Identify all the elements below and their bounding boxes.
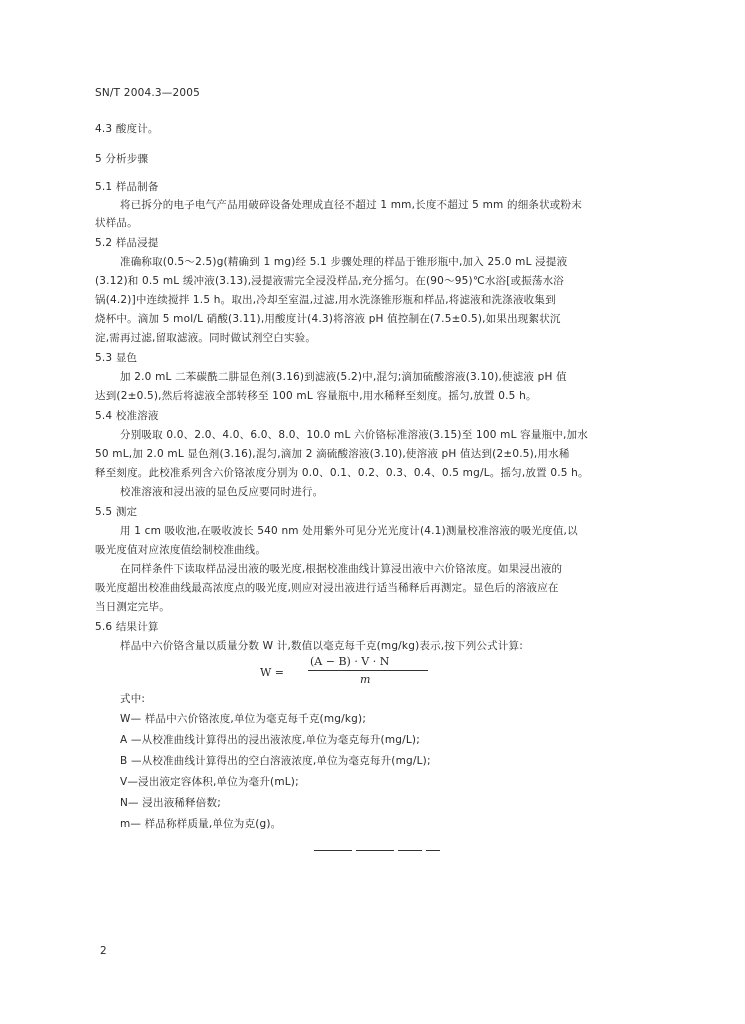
end-rule-segment bbox=[398, 850, 422, 851]
paragraph-line: 在同样条件下读取样品浸出液的吸光度,根据校准曲线计算浸出液中六价铬浓度。如果浸出液的 bbox=[120, 563, 563, 575]
paragraph-line: 校准溶液和浸出液的显色反应要同时进行。 bbox=[120, 486, 324, 498]
paragraph-line: 分别吸取 0.0、2.0、4.0、6.0、8.0、10.0 mL 六价铬标准溶液(3.15)至 100 mL 容量瓶中,加水 bbox=[120, 429, 588, 441]
page-number: 2 bbox=[100, 945, 107, 957]
fraction-bar bbox=[308, 670, 428, 671]
section-5-4-heading: 5.4 校准溶液 bbox=[95, 410, 159, 422]
section-5-6-heading: 5.6 结果计算 bbox=[95, 621, 159, 633]
definition-item: B —从校准曲线计算得出的空白溶液浓度,单位为毫克每升(mg/L); bbox=[120, 755, 431, 767]
paragraph-line: 样品中六价铬含量以质量分数 W 计,数值以毫克每千克(mg/kg)表示,按下列公式计算: bbox=[120, 640, 523, 652]
paragraph-line: 吸光度超出校准曲线最高浓度点的吸光度,则应对浸出液进行适当稀释后再测定。显色后的溶液应在 bbox=[95, 582, 559, 594]
paragraph-line: (3.12)和 0.5 mL 缓冲液(3.13),浸提液需完全浸没样品,充分摇匀。在(90～95)℃水浴[或振荡水浴 bbox=[95, 275, 565, 287]
definition-item: N— 浸出液稀释倍数; bbox=[120, 797, 221, 809]
paragraph-line: 锅(4.2)]中连续搅拌 1.5 h。取出,冷却至室温,过滤,用水洗涤锥形瓶和样品,将滤液和洗涤液收集到 bbox=[95, 294, 556, 306]
paragraph-line: 当日测定完毕。 bbox=[95, 601, 170, 613]
paragraph-line: 准确称取(0.5～2.5)g(精确到 1 mg)经 5.1 步骤处理的样品于锥形瓶中,加入 25.0 mL 浸提液 bbox=[120, 256, 568, 268]
definition-item: m— 样品称样质量,单位为克(g)。 bbox=[120, 818, 282, 830]
definition-item: A —从校准曲线计算得出的浸出液浓度,单位为毫克每升(mg/L); bbox=[120, 734, 420, 746]
result-formula bbox=[260, 655, 460, 691]
paragraph-line: 烧杯中。滴加 5 mol/L 硝酸(3.11),用酸度计(4.3)将溶液 pH 值控制在(7.5±0.5),如果出现絮状沉 bbox=[95, 313, 561, 325]
formula-numerator: (A − B) · V · N bbox=[310, 655, 390, 668]
section-5-1-heading: 5.1 样品制备 bbox=[95, 181, 159, 193]
section-5-5-heading: 5.5 测定 bbox=[95, 506, 138, 518]
paragraph-line: 达到(2±0.5),然后将滤液全部转移至 100 mL 容量瓶中,用水稀释至刻度。摇匀,放置 0.5 h。 bbox=[95, 390, 537, 402]
paragraph-line: 释至刻度。此校准系列含六价铬浓度分别为 0.0、0.1、0.2、0.3、0.4、0.5 mg/L。摇匀,放置 0.5 h。 bbox=[95, 467, 589, 479]
formula-lhs: W = bbox=[260, 666, 285, 679]
paragraph-line: 状样品。 bbox=[95, 217, 138, 229]
definition-item: W— 样品中六价铬浓度,单位为毫克每千克(mg/kg); bbox=[120, 713, 367, 725]
end-rule-segment bbox=[314, 850, 352, 851]
section-5-3-heading: 5.3 显色 bbox=[95, 352, 138, 364]
paragraph-line: 50 mL,加 2.0 mL 显色剂(3.16),混匀,滴加 2 滴硫酸溶液(3.10),使溶液 pH 值达到(2±0.5),用水稀 bbox=[95, 448, 570, 460]
paragraph-line: 淀,需再过滤,留取滤液。同时做试剂空白实验。 bbox=[95, 332, 317, 344]
end-rule-segment bbox=[356, 850, 394, 851]
section-5-2-heading: 5.2 样品浸提 bbox=[95, 237, 159, 249]
clause-4-3: 4.3 酸度计。 bbox=[95, 123, 159, 135]
definition-item: V—浸出液定容体积,单位为毫升(mL); bbox=[120, 776, 299, 788]
paragraph-line: 将已拆分的电子电气产品用破碎设备处理成直径不超过 1 mm,长度不超过 5 mm 的细条状或粉末 bbox=[120, 199, 582, 211]
formula-denominator: m bbox=[360, 673, 371, 686]
paragraph-line: 吸光度值对应浓度值绘制校准曲线。 bbox=[95, 544, 267, 556]
section-5-heading: 5 分析步骤 bbox=[95, 153, 149, 165]
paragraph-line: 用 1 cm 吸收池,在吸收波长 540 nm 处用紫外可见分光光度计(4.1)测量校准溶液的吸光度值,以 bbox=[120, 525, 578, 537]
paragraph-line: 加 2.0 mL 二苯碳酰二肼显色剂(3.16)到滤液(5.2)中,混匀;滴加硫酸溶液(3.10),使滤液 pH 值 bbox=[120, 371, 567, 383]
definitions-intro: 式中: bbox=[120, 693, 146, 705]
end-rule-segment bbox=[426, 850, 440, 851]
standard-number: SN/T 2004.3—2005 bbox=[95, 87, 200, 99]
